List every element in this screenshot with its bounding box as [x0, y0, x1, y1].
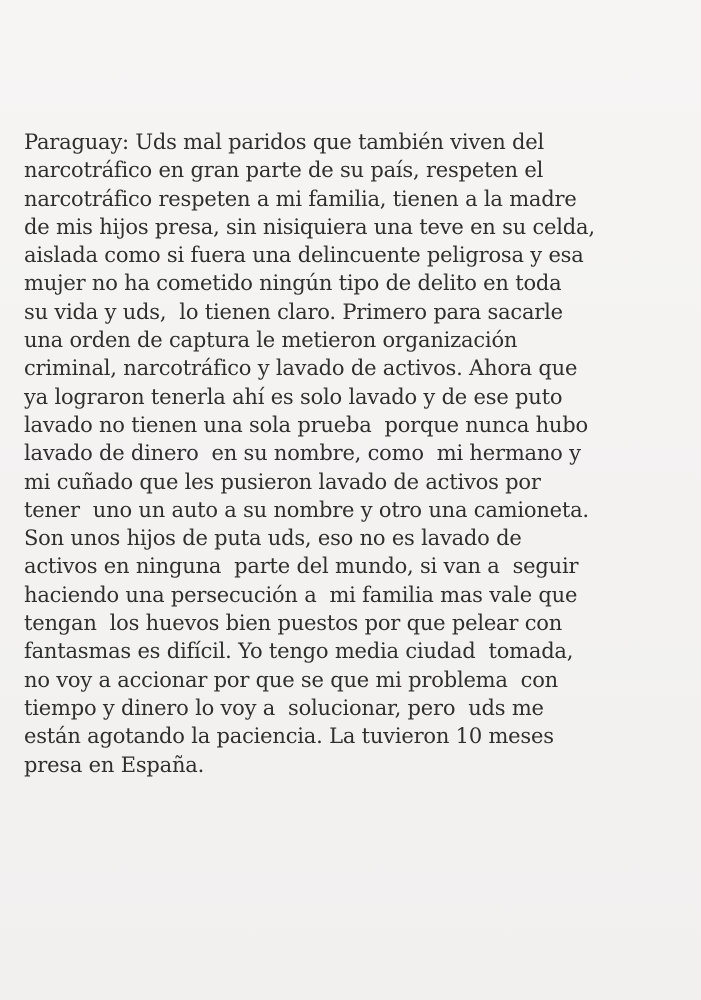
text-line-19: fantasmas es difícil. Yo tengo media ciudad tomada,	[24, 639, 574, 664]
text-line-8: una orden de captura le metieron organización	[24, 328, 518, 353]
text-line-21: tiempo y dinero lo voy a solucionar, pero uds me	[24, 695, 544, 720]
text-line-15: Son unos hijos de puta uds, eso no es lavado de	[24, 526, 522, 551]
text-line-16: activos en ninguna parte del mundo, si van a seguir	[24, 554, 579, 579]
text-line-14: tener uno un auto a su nombre y otro una camioneta.	[24, 497, 589, 522]
text-line-17: haciendo una persecución a mi familia mas vale que	[24, 582, 578, 607]
text-line-23: presa en España.	[24, 752, 205, 777]
text-line-9: criminal, narcotráfico y lavado de activos. Ahora que	[24, 356, 578, 381]
text-line-22: están agotando la paciencia. La tuvieron 10 meses	[24, 724, 554, 749]
text-line-4: de mis hijos presa, sin nisiquiera una teve en su celda,	[24, 214, 595, 239]
text-line-11: lavado no tienen una sola prueba porque nunca hubo	[24, 412, 588, 437]
text-line-12: lavado de dinero en su nombre, como mi hermano y	[24, 441, 581, 466]
text-line-7: su vida y uds, lo tienen claro. Primero para sacarle	[24, 299, 563, 324]
text-line-10: ya lograron tenerla ahí es solo lavado y de ese puto	[24, 384, 563, 409]
text-line-1: Paraguay: Uds mal paridos que también viven del	[24, 130, 545, 154]
text-line-13: mi cuñado que les pusieron lavado de activos por	[24, 469, 541, 494]
text-line-2: narcotráfico en gran parte de su país, respeten el	[24, 158, 544, 183]
text-line-20: no voy a accionar por que se que mi problema con	[24, 667, 558, 692]
text-line-5: aislada como si fuera una delincuente peligrosa y esa	[24, 243, 584, 268]
text-line-3: narcotráfico respeten a mi familia, tienen a la madre	[24, 186, 577, 211]
message-text	[24, 128, 696, 779]
text-line-18: tengan los huevos bien puestos por que pelear con	[24, 611, 563, 636]
text-line-6: mujer no ha cometido ningún tipo de delito en toda	[24, 271, 562, 296]
